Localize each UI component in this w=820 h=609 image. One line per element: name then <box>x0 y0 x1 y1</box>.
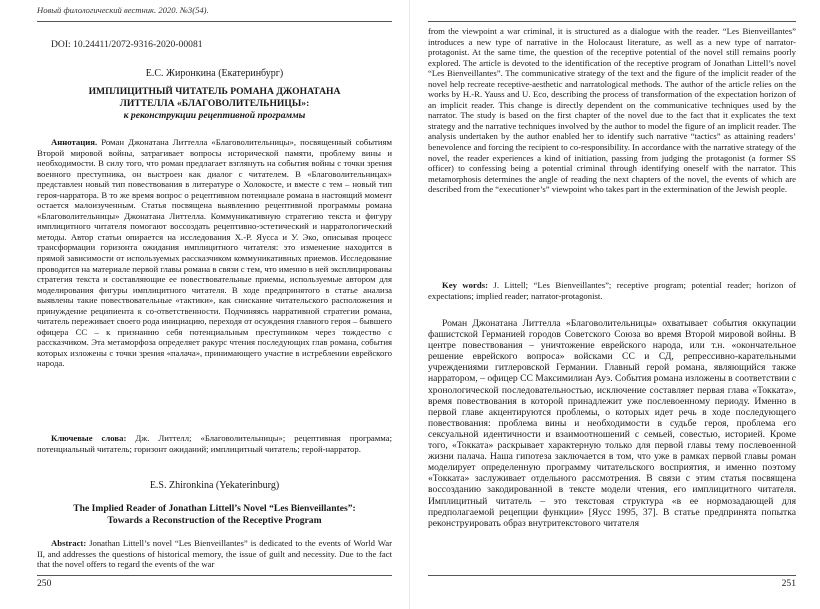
title-ru-line2: ЛИТТЕЛЛА «БЛАГОВОЛИТЕЛЬНИЦЫ»: <box>119 98 310 109</box>
subtitle-ru: к реконструкции рецептивной программы <box>123 110 306 121</box>
abstract-en-label: Abstract: <box>51 538 87 548</box>
title-ru-line1: ИМПЛИЦИТНЫЙ ЧИТАТЕЛЬ РОМАНА ДЖОНАТАНА <box>88 86 341 97</box>
author-en: E.S. Zhironkina (Yekaterinburg) <box>149 480 280 491</box>
header-rule <box>37 21 392 22</box>
author-ru: Е.С. Жиронкина (Екатеринбург) <box>145 68 284 79</box>
footer-rule <box>37 575 392 576</box>
abstract-en-text-start: Jonathan Littell’s novel “Les Bienveillantes” is dedicated to the events of World War II, and addresses the questions of historical memory, the issue of guilt and necessity. Due to the fact that the novel offers to regard the events of the war <box>37 538 392 570</box>
footer-rule-right <box>428 575 796 576</box>
page-right <box>410 0 820 609</box>
title-en <box>37 503 392 527</box>
abstract-en-start <box>37 538 392 570</box>
keywords-en-label: Key words: <box>442 280 488 290</box>
journal-header: Новый филологический вестник. 2020. №3(54). <box>37 5 209 15</box>
abstract-ru-label: Аннотация. <box>51 137 98 147</box>
title-en-line2: Towards a Reconstruction of the Receptive Program <box>107 515 322 526</box>
keywords-en <box>428 280 796 301</box>
doi: DOI: 10.24411/2072-9316-2020-00081 <box>51 39 203 50</box>
abstract-en-continued: from the viewpoint a war criminal, it is structured as a dialogue with the reader. “Les Bienveillantes” introduces a new type of narrative in the Holocaust literature, as well as a new type of narrator-protagonist. At the same time, the question of the receptive potential of the novel still remains poorly explored. The article is devoted to the identification of the receptive program of Jonathan Littell’s novel “Les Bienveillantes”. The communicative strategy of the text and the figure of the implicit reader of the novel help recreate receptive-aesthetic and narratological methods. The author of the article relies on the works by H.-R. Yauss and U. Eco, describing the process of transformation of the expectation horizon of an implicit reader. This change is directly dependent on the communicative techniques used by the narrator. The study is based on the first chapter of the novel due to the fact that it explicates the text strategy and the narrative techniques involved by the author to model the figure of an implicit reader. The analysis undertaken by the author enabled her to identify such narrative “tactics” as attaining readers’ benevolence and forcing the recipient to co-responsibility. In accordance with the narrative strategy of the novel, the reader experiences a kind of initiation, passing from judging the protagonist (a former SS officer) to confessing being a potential criminal through identifying oneself with the narrator. This metamorphosis determines the angle of reading the next chapters of the novel, the events of which are described from the “executioner’s” viewpoint who takes part in the extermination of the Jewish people. <box>428 26 796 195</box>
title-en-line1: The Implied Reader of Jonathan Littell’s Novel “Les Bienveillantes”: <box>73 503 356 514</box>
keywords-ru-label: Ключевые слова: <box>51 433 127 443</box>
abstract-ru-text: Роман Джонатана Литтелла «Благоволительницы», посвященный событиям Второй мировой войны, затрагивает вопросы исторической памяти, проблему вины и необходимости. В силу того, что роман предлагает взглянуть на события войны с точки зрения военного преступника, он выстроен как диалог с читателем. В «Благоволительницах» представлен новый тип повествования в литературе о Холокосте, и вместе с тем – новый тип героя-нарратора. В то же время вопрос о рецептивном потенциале романа в настоящий момент остается малоизученным. Статья посвящена выявлению рецептивной программы романа «Благоволительницы» Джонатана Литтелла. Коммуникативную стратегию текста и фигуру имплицитного читателя помогают воссоздать рецептивно-эстетический и нарратологический методы. Автор статьи опирается на исследования Х.-Р. Яусса и У. Эко, описывая процесс трансформации горизонта ожидания имплицитного читателя: это изменение находится в прямой зависимости от используемых рассказчиком коммуникативных приемов. Исследование проводится на материале первой главы романа в связи с тем, что именно в ней эксплицированы стратегия текста и составляющие ее повествовательные приемы, используемые автором для моделирования фигуры имплицитного читателя. В ходе предпринятого в статье анализа выявлены такие повествовательные «тактики», как снискание читательского расположения и принуждение реципиента к со-ответственности. Подчиняясь нарративной стратегии романа, читатель переживает своего рода инициацию, переходя от осуждения главного героя – бывшего офицера СС – к признанию себя потенциальным преступником через тождество с рассказчиком. Эта метаморфоза определяет ракурс чтения последующих глав романа, события которых изложены с точки зрения «палача», принимающего участие в истреблении еврейского народа. <box>37 137 393 369</box>
page-number-right: 251 <box>781 578 796 589</box>
header-rule-right <box>428 21 796 22</box>
body-text-ru: Роман Джонатана Литтелла «Благоволительницы» охватывает события оккупации фашистской Германией городов Советского Союза во время Второй мировой войны. В центре повествования – уничтожение еврейского народа, или т.н. «окончательное решение еврейского вопроса» войсками СС и СД, репрессивно-карательными учреждениями гитлеровской Германии. Главный герой романа, являющийся также нарратором, – офицер СС Максимилиан Ауэ. События романа изложены в соответствии с хронологической последовательностью, исключение составляет первая глава «Токката», время повествования в которой принадлежит уже послевоенному периоду. Именно в первой главе акцентируются проблемы, о которых идет речь в ходе последующего повествования: проблема вины и необходимости в судьбе героя, проблема его сексуальной идентичности и взаимоотношений с семьей, совестью, историей. Кроме того, «Токката» раскрывает характерную только для первой главы тему послевоенной жизни палача. Наша гипотеза заключается в том, что уже в рамках первой главы роман моделирует определенную программу читательского восприятия, и именно поэтому «Токката» заслуживает отдельного рассмотрения. В связи с этим статья посвящена воссозданию закодированной в тексте модели чтения, его имплицитного читателя. Имплицитный читатель – это текстовая структура «в ее нормозадающей для предполагаемой рецепции функции» [Яусс 1995, 37]. В статье предпринята попытка реконструировать образ внутритекстового читателя <box>428 318 796 529</box>
keywords-ru-text: Дж. Литтелл; «Благоволительницы»; рецептивная программа; потенциальный читатель; горизонт ожиданий; имплицитный читатель; герой-нарратор. <box>37 433 392 454</box>
keywords-ru <box>37 433 392 454</box>
page-number-left: 250 <box>37 578 52 589</box>
keywords-en-text: J. Littell; “Les Bienveillantes”; receptive program; potential reader; horizon of expectations; implied reader; narrator-protagonist. <box>428 280 796 301</box>
abstract-ru <box>37 137 392 369</box>
title-ru <box>37 86 392 110</box>
